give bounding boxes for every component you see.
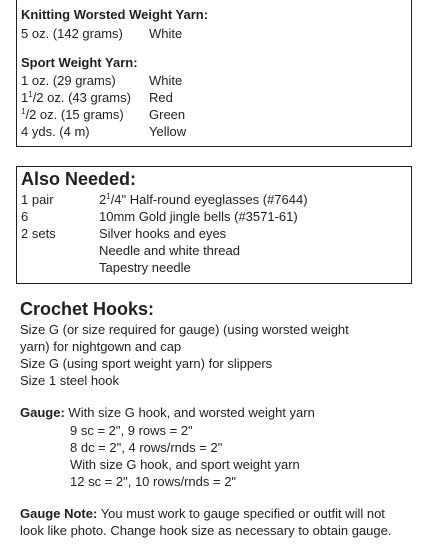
gauge-note-text: You must work to gauge specified or outfit will not bbox=[100, 506, 385, 521]
yarn-color: White bbox=[149, 26, 183, 41]
yarn-color: Red bbox=[149, 90, 173, 105]
yarn-requirements-box bbox=[16, 0, 412, 147]
yarn-amount: 1 oz. (29 grams) bbox=[21, 73, 116, 88]
needed-qty: 1 pair bbox=[21, 192, 54, 207]
gauge-text: With size G hook, and worsted weight yarn bbox=[68, 405, 315, 420]
also-needed-heading: Also Needed: bbox=[21, 169, 137, 189]
needed-desc: 10mm Gold jingle bells (#3571-61) bbox=[99, 209, 298, 224]
gauge-note-line-2: look like photo. Change hook size as necessary to obtain gauge. bbox=[20, 523, 392, 538]
gauge-note-label: Gauge Note: bbox=[20, 506, 98, 521]
yarn-color: Green bbox=[149, 107, 186, 122]
needed-qty: 6 bbox=[21, 209, 29, 224]
hooks-line: yarn) for nightgown and cap bbox=[20, 339, 182, 354]
yarn-color: White bbox=[149, 73, 183, 88]
gauge-line: 8 dc = 2", 4 rows/rnds = 2" bbox=[70, 440, 223, 455]
hooks-line: Size 1 steel hook bbox=[20, 373, 120, 388]
crochet-hooks-heading: Crochet Hooks: bbox=[20, 299, 155, 319]
gauge-label: Gauge: bbox=[20, 405, 65, 420]
hooks-line: Size G (using sport weight yarn) for slippers bbox=[20, 356, 273, 371]
worsted-yarn-heading: Knitting Worsted Weight Yarn: bbox=[21, 7, 209, 22]
yarn-amount: $^1$/2 oz. (15 grams) bbox=[21, 107, 124, 122]
gauge-line: With size G hook, and sport weight yarn bbox=[70, 457, 300, 472]
yarn-amount: 5 oz. (142 grams) bbox=[21, 26, 123, 41]
yarn-amount: $1^1/2$ oz. (43 grams) bbox=[21, 90, 131, 105]
hooks-line: Size G (or size required for gauge) (using worsted weight bbox=[20, 322, 349, 337]
gauge-first-line bbox=[20, 405, 315, 420]
yarn-color: Yellow bbox=[149, 124, 187, 139]
also-needed-box bbox=[16, 166, 412, 284]
sport-yarn-heading: Sport Weight Yarn: bbox=[21, 55, 138, 70]
yarn-amount: 4 yds. (4 m) bbox=[21, 124, 90, 139]
gauge-line: 12 sc = 2", 10 rows/rnds = 2" bbox=[70, 474, 237, 489]
gauge-note-line bbox=[20, 506, 385, 521]
needed-desc: $2^1/4$" Half-round eyeglasses (#7644) bbox=[99, 192, 308, 207]
needed-desc: Needle and white thread bbox=[99, 243, 240, 258]
needed-desc: Silver hooks and eyes bbox=[99, 226, 227, 241]
needed-desc: Tapestry needle bbox=[99, 260, 191, 275]
needed-qty: 2 sets bbox=[21, 226, 56, 241]
gauge-line: 9 sc = 2", 9 rows = 2" bbox=[70, 423, 193, 438]
